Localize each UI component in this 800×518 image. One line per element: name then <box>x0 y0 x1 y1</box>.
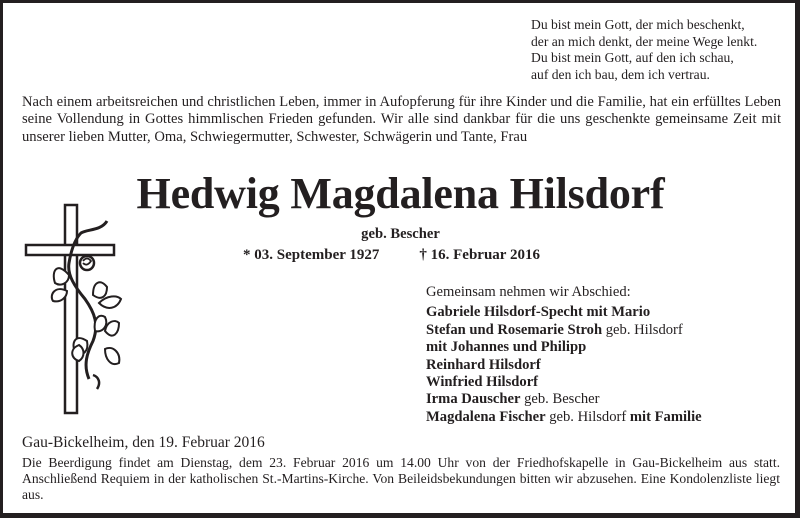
birth-date: * 03. September 1927 <box>243 247 380 263</box>
poem-line: auf den ich bau, dem ich vertrau. <box>531 66 710 82</box>
poem <box>531 17 757 83</box>
mourner-note: geb. Hilsdorf <box>545 408 630 425</box>
mourner-name: Magdalena Fischer <box>426 408 546 425</box>
death-date: † 16. Februar 2016 <box>419 247 540 263</box>
intro-text: Nach einem arbeitsreichen und christlichen Leben, immer in Aufopferung für ihre Kinder und die Familie, hat ein erfülltes Leben seine Vollendung in Gottes himmlischen Frieden gefunden. Wir alle sind dankbar für die uns geschenkte gemeinsame Zeit mit unserer lieben Mutter, Oma, Schwiegermutter, Schwester, Schwägerin und Tante, Frau <box>22 94 781 145</box>
mourner-note: geb. Hilsdorf <box>602 321 683 338</box>
funeral-info: Die Beerdigung findet am Dienstag, dem 23. Februar 2016 um 14.00 Uhr von der Friedhofskapelle in Gau-Bickelheim aus statt. Anschließend Requiem in der katholischen St.-Martins-Kirche. Von Beileidsbekundungen bitten wir abzusehen. Eine Kondolenzliste liegt aus. <box>22 455 780 503</box>
mourner-name: Irma Dauscher <box>426 391 521 408</box>
life-dates <box>243 245 540 265</box>
mourner-suffix: mit Familie <box>629 408 702 425</box>
mourner-line <box>426 322 702 339</box>
mourner-name: Winfried Hilsdorf <box>426 374 539 391</box>
mourner-line <box>426 357 702 374</box>
place-and-date: Gau-Bickelheim, den 19. Februar 2016 <box>22 434 265 451</box>
mourner-line <box>426 374 702 391</box>
mourner-name: Gabriele Hilsdorf-Specht mit Mario <box>426 304 651 321</box>
mourner-note: geb. Bescher <box>520 391 600 408</box>
poem-line: der an mich denkt, der meine Wege lenkt. <box>531 33 758 49</box>
mourner-line <box>426 409 702 426</box>
mourner-line <box>426 339 702 356</box>
mourner-line <box>426 391 702 408</box>
deceased-name: Hedwig Magdalena Hilsdorf <box>136 169 665 218</box>
mourner-name: Stefan und Rosemarie Stroh <box>426 321 603 338</box>
cross-with-rose-icon <box>23 203 123 418</box>
mourner-name: mit Johannes und Philipp <box>426 339 587 356</box>
maiden-name: geb. Bescher <box>361 226 440 242</box>
poem-line: Du bist mein Gott, auf den ich schau, <box>531 50 734 65</box>
mourners-heading: Gemeinsam nehmen wir Abschied: <box>426 284 631 300</box>
mourners-list <box>426 284 702 426</box>
poem-line: Du bist mein Gott, der mich beschenkt, <box>531 17 745 32</box>
mourner-name: Reinhard Hilsdorf <box>426 356 541 373</box>
mourner-line <box>426 304 702 321</box>
